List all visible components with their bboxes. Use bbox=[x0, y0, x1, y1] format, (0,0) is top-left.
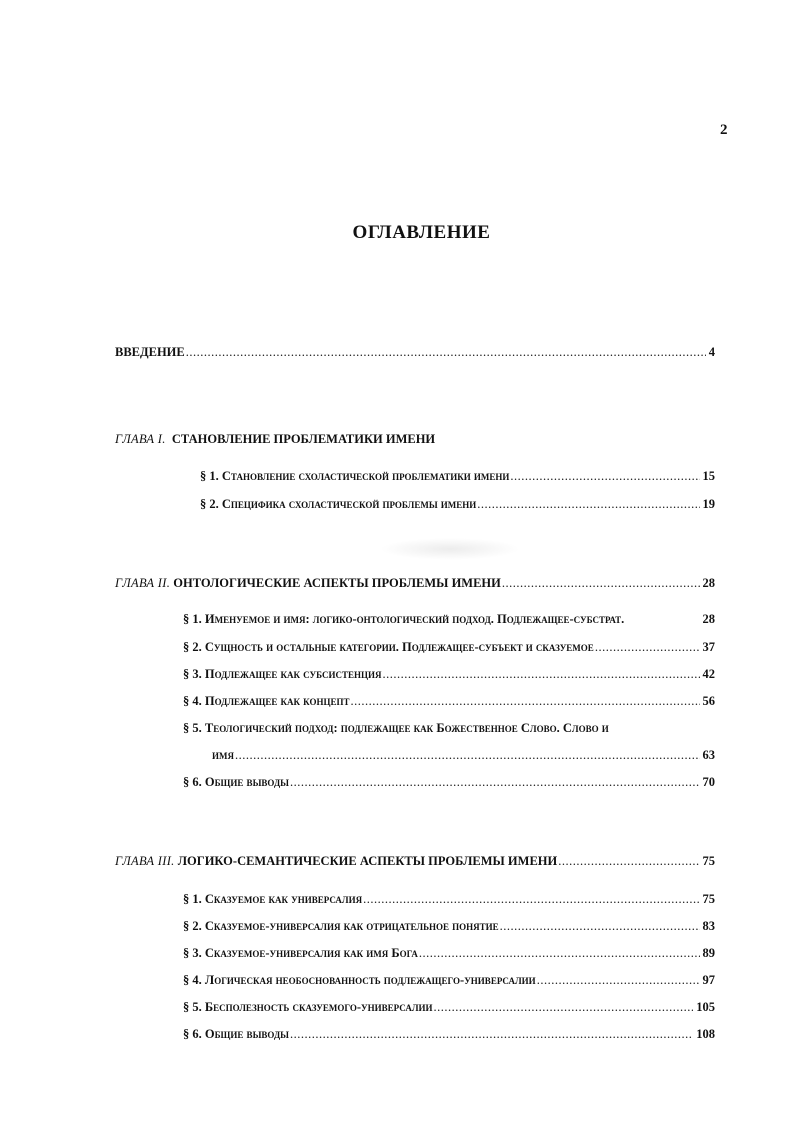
toc-entry bbox=[183, 694, 715, 709]
toc-entry-label: § 2. Специфика схоластической проблемы имени bbox=[200, 497, 477, 511]
toc-entry-label: § 6. Общие выводы bbox=[183, 775, 289, 789]
dot-leader bbox=[350, 694, 699, 709]
toc-entry-label: § 5. Теологический подход: подлежащее как Божественное Слово. Слово и bbox=[183, 721, 609, 735]
toc-entry bbox=[183, 892, 715, 907]
toc-entry bbox=[183, 721, 715, 736]
toc-entry-page: 75 bbox=[702, 892, 715, 906]
toc-entry-intro bbox=[115, 345, 715, 360]
toc-entry bbox=[183, 640, 715, 655]
dot-leader bbox=[558, 854, 699, 869]
toc-entry-page: 28 bbox=[702, 612, 715, 626]
toc-entry bbox=[183, 612, 715, 627]
toc-entry-label: имя bbox=[212, 748, 234, 762]
toc-entry-label: § 5. Бесполезность сказуемого-универсалии bbox=[183, 1000, 433, 1014]
toc-entry-page: 15 bbox=[702, 469, 715, 483]
dot-leader bbox=[419, 946, 700, 961]
toc-entry-page: 83 bbox=[702, 919, 715, 933]
dot-leader bbox=[477, 497, 699, 512]
toc-entry-page: 19 bbox=[702, 497, 715, 511]
chapter-title: СТАНОВЛЕНИЕ ПРОБЛЕМАТИКИ ИМЕНИ bbox=[171, 432, 436, 446]
toc-entry bbox=[183, 667, 715, 682]
dot-leader bbox=[537, 973, 700, 988]
dot-leader bbox=[363, 892, 699, 907]
dot-leader bbox=[500, 919, 700, 934]
toc-entry-continuation bbox=[212, 748, 715, 763]
toc-entry-label: § 1. Сказуемое как универсалия bbox=[183, 892, 363, 906]
chapter-title: ЛОГИКО-СЕМАНТИЧЕСКИЕ АСПЕКТЫ ПРОБЛЕМЫ ИМЕНИ bbox=[177, 854, 558, 868]
toc-entry-label: § 1. Именуемое и имя: логико-онтологический подход. Подлежащее-субстрат. bbox=[183, 612, 625, 626]
dot-leader bbox=[290, 775, 700, 790]
dot-leader bbox=[434, 1000, 694, 1015]
chapter-prefix: ГЛАВА III. bbox=[115, 854, 175, 868]
toc-entry bbox=[183, 1027, 715, 1042]
chapter-heading-2 bbox=[115, 576, 715, 591]
chapter-heading-1 bbox=[115, 432, 435, 447]
dot-leader bbox=[383, 667, 700, 682]
page-title: ОГЛАВЛЕНИЕ bbox=[352, 222, 491, 243]
toc-entry bbox=[200, 469, 715, 484]
toc-entry-label: § 4. Логическая необоснованность подлежащего-универсалии bbox=[183, 973, 536, 987]
toc-entry-label: § 2. Сущность и остальные категории. Подлежащее-субъект и сказуемое bbox=[183, 640, 594, 654]
dot-leader bbox=[510, 469, 699, 484]
toc-entry-label: ВВЕДЕНИЕ bbox=[115, 345, 185, 359]
toc-entry-page: 37 bbox=[702, 640, 715, 654]
dot-leader bbox=[235, 748, 700, 763]
toc-entry-label: § 1. Становление схоластической проблематики имени bbox=[200, 469, 510, 483]
toc-entry bbox=[200, 497, 715, 512]
dot-leader bbox=[595, 640, 700, 655]
toc-entry-page: 70 bbox=[702, 775, 715, 789]
chapter-page: 75 bbox=[702, 854, 715, 868]
chapter-prefix: ГЛАВА I. bbox=[115, 432, 166, 446]
chapter-title: ОНТОЛОГИЧЕСКИЕ АСПЕКТЫ ПРОБЛЕМЫ ИМЕНИ bbox=[173, 576, 501, 590]
toc-entry-page: 4 bbox=[708, 345, 715, 359]
toc-entry bbox=[183, 775, 715, 790]
toc-entry bbox=[183, 973, 715, 988]
toc-entry-label: § 6. Общие выводы bbox=[183, 1027, 289, 1041]
toc-entry-label: § 3. Сказуемое-универсалия как имя Бога bbox=[183, 946, 418, 960]
chapter-heading-3 bbox=[115, 854, 715, 869]
toc-entry-label: § 4. Подлежащее как концепт bbox=[183, 694, 350, 708]
toc-entry bbox=[183, 919, 715, 934]
dot-leader bbox=[502, 576, 700, 591]
scan-smudge bbox=[380, 538, 520, 560]
toc-entry-label: § 3. Подлежащее как субсистенция bbox=[183, 667, 382, 681]
dot-leader bbox=[186, 345, 706, 360]
toc-entry-page: 56 bbox=[702, 694, 715, 708]
toc-entry bbox=[183, 946, 715, 961]
toc-entry-page: 63 bbox=[702, 748, 715, 762]
toc-entry-page: 89 bbox=[702, 946, 715, 960]
toc-entry-page: 108 bbox=[696, 1027, 715, 1041]
page-number: 2 bbox=[720, 122, 728, 138]
dot-leader bbox=[290, 1027, 693, 1042]
toc-entry-page: 42 bbox=[702, 667, 715, 681]
toc-entry-label: § 2. Сказуемое-универсалия как отрицательное понятие bbox=[183, 919, 499, 933]
chapter-prefix: ГЛАВА II. bbox=[115, 576, 171, 590]
toc-entry bbox=[183, 1000, 715, 1015]
toc-entry-page: 97 bbox=[702, 973, 715, 987]
toc-entry-page: 105 bbox=[696, 1000, 715, 1014]
chapter-page: 28 bbox=[702, 576, 715, 590]
